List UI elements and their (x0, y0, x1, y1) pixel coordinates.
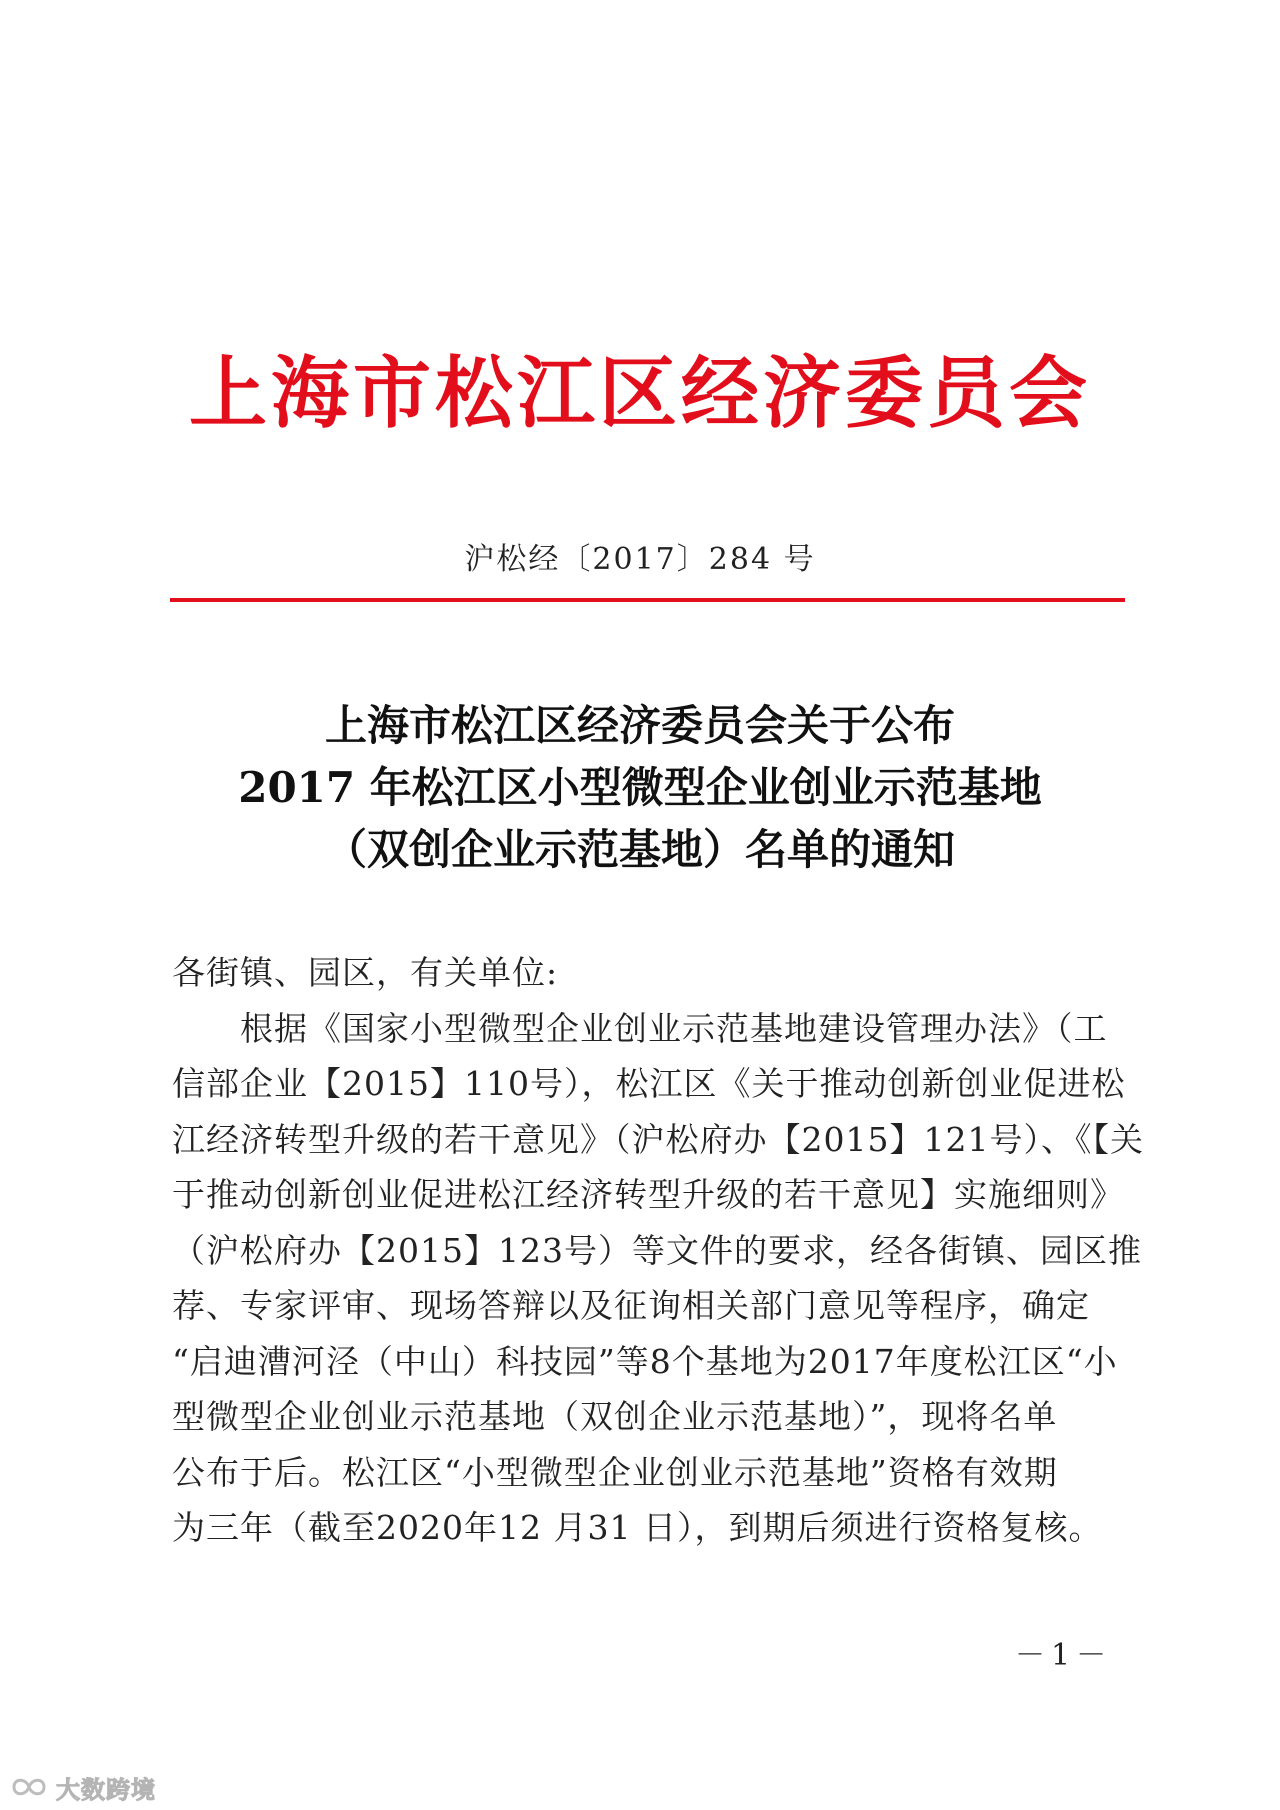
watermark-text: 大数跨境 (56, 1775, 156, 1804)
page-number: －1－ (1015, 1638, 1113, 1673)
body-line: （沪松府办【2015】123号）等文件的要求，经各街镇、园区推 (172, 1230, 1142, 1270)
body-line: 信部企业【2015】110号），松江区《关于推动创新创业促进松 (172, 1064, 1126, 1103)
notice-title (0, 695, 1280, 881)
title-line-2: 2017 年松江区小型微型企业创业示范基地 (238, 763, 1042, 812)
body-line: “启迪漕河泾（中山）科技园”等8个基地为2017年度松江区“小 (172, 1341, 1118, 1381)
body-line: 江经济转型升级的若干意见》（沪松府办【2015】121号）、《【关 (172, 1119, 1144, 1159)
infinity-logo-icon (6, 1772, 52, 1802)
body-line: 于推动创新创业促进松江经济转型升级的若干意见】实施细则》 (172, 1175, 1124, 1214)
red-divider-line (170, 598, 1125, 602)
organization-header: 上海市松江区经济委员会 (188, 348, 1091, 439)
title-line-3: （双创企业示范基地）名单的通知 (324, 825, 955, 874)
salutation: 各街镇、园区，有关单位: (172, 953, 559, 992)
body-line: 为三年（截至2020年12 月31 日），到期后须进行资格复核。 (172, 1508, 1103, 1547)
title-line-1: 上海市松江区经济委员会关于公布 (324, 701, 955, 750)
body-line: 荐、专家评审、现场答辩以及征询相关部门意见等程序，确定 (172, 1286, 1090, 1325)
body-text (172, 945, 1144, 1556)
body-line: 公布于后。松江区“小型微型企业创业示范基地”资格有效期 (172, 1452, 1058, 1492)
body-line: 型微型企业创业示范基地（双创企业示范基地）”，现将名单 (172, 1397, 1058, 1436)
document-number: 沪松经〔2017〕284 号 (464, 542, 816, 577)
body-line: 根据《国家小型微型企业创业示范基地建设管理办法》（工 (172, 1008, 1108, 1048)
watermark (6, 1770, 156, 1804)
